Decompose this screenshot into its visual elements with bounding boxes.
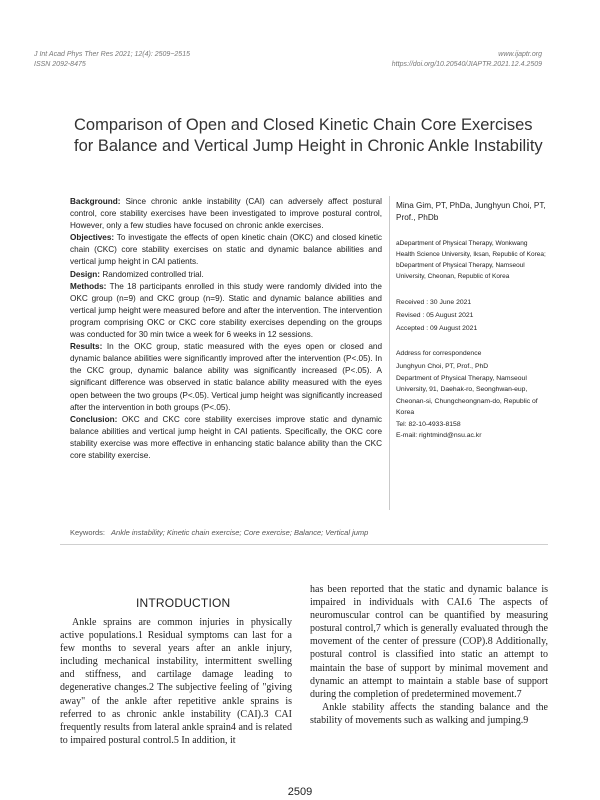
abstract-methods — [70, 281, 382, 341]
intro-paragraph-1-continued: has been reported that the static and dynamic balance is impaired in individuals with CAI.6 The aspects of neuromuscular control can be quantified by measuring postural control,7 which is generally evaluated through the movement of the center of pressure (COP).8 Additionally, postural control is classified into static an attempt to maintain the base of support by minimal movement and dynamic an attempt to maintain a stable base of support during the completion of predetermined movement.7 — [310, 584, 548, 700]
introduction-heading: INTRODUCTION — [136, 596, 231, 610]
issn: ISSN 2092-8475 — [34, 61, 86, 68]
abstract-results-label: Results: — [70, 342, 103, 352]
correspondence — [396, 361, 548, 442]
abstract-background — [70, 196, 382, 232]
correspondence-heading: Address for correspondence — [396, 350, 482, 357]
correspondence-email[interactable]: E-mail: rightmind@nsu.ac.kr — [396, 432, 482, 439]
abstract-design — [70, 269, 382, 281]
column-divider — [389, 196, 390, 510]
received-date: Received : 30 June 2021 — [396, 299, 472, 306]
article-info-sidebar — [396, 200, 548, 442]
keywords-divider — [60, 544, 548, 545]
abstract-conclusion — [70, 414, 382, 462]
abstract — [70, 196, 382, 462]
journal-header-left — [34, 50, 190, 70]
abstract-objectives — [70, 232, 382, 268]
abstract-results — [70, 341, 382, 414]
keywords-text: Ankle instability; Kinetic chain exercise; Core exercise; Balance; Vertical jump — [111, 528, 369, 537]
journal-header-right — [392, 50, 542, 70]
correspondence-address: Department of Physical Therapy, Namseoul University, 91, Daehak-ro, Seonghwan-eup, Cheonan-si, Chungcheongnam-do, Republic of Korea — [396, 374, 538, 416]
abstract-objectives-text: To investigate the effects of open kinetic chain (OKC) and closed kinetic chain (CKC) core stability exercises on static and dynamic balance abilities and vertical jump height in CAI patients. — [70, 233, 382, 267]
intro-paragraph-2: Ankle stability affects the standing balance and the stability of movements such as walking and jumping.9 — [310, 701, 548, 726]
journal-citation: J Int Acad Phys Ther Res 2021; 12(4): 2509~2515 — [34, 51, 190, 58]
introduction-left-column — [60, 616, 292, 747]
doi-link[interactable]: https://doi.org/10.20540/JIAPTR.2021.12.4.2509 — [391, 61, 542, 68]
introduction-right-column — [310, 583, 548, 727]
journal-website[interactable]: www.ijaptr.org — [498, 51, 542, 58]
abstract-methods-text: The 18 participants enrolled in this study were randomly divided into the OKC group (n=9) and CKC group (n=9). Static and dynamic balance abilities and vertical jump height were measured before and after the intervention. The intervention program comprising OKC or CKC core stability exercises depending on the groups was conducted for 30 min twice a week for 6 weeks in 12 sessions. — [70, 281, 382, 340]
correspondence-tel: Tel: 82-10-4933-8158 — [396, 420, 461, 428]
article-dates — [396, 296, 548, 335]
affiliations: aDepartment of Physical Therapy, Wonkwang Health Science University, Iksan, Republic of Korea; bDepartment of Physical Therapy, Namseoul University, Cheonan, Republic of Korea — [396, 240, 546, 280]
keywords-label: Keywords: — [70, 528, 106, 537]
article-title: Comparison of Open and Closed Kinetic Chain Core Exercises for Balance and Vertical Jump Height in Chronic Ankle Instability — [74, 116, 543, 155]
abstract-methods-label: Methods: — [70, 281, 107, 291]
page-number: 2509 — [287, 786, 313, 798]
abstract-objectives-label: Objectives: — [70, 233, 115, 243]
correspondence-name: Junghyun Choi, PT, Prof., PhD — [396, 363, 489, 370]
abstract-results-text: In the OKC group, static measured with the eyes open or closed and dynamic balance abilities were significantly improved after the intervention (P<.05). In the CKC group, dynamic balance ability was significantly increased (P<.05). A significant difference was observed in static balance ability measured with the eyes open between the two groups (P<.05). Vertical jump height was significantly increased after the intervention in both groups (P<.05). — [70, 342, 382, 412]
abstract-conclusion-text: OKC and CKC core stability exercises improve static and dynamic balance abilities and vertical jump height in CAI patients. Specifically, the OKC core stability exercise was more effective in enhancing static balance ability than the CKC core stability exercise. — [70, 414, 382, 460]
keywords — [70, 528, 368, 537]
abstract-design-label: Design: — [70, 269, 101, 279]
intro-paragraph-1: Ankle sprains are common injuries in physically active populations.1 Residual symptoms can last for a few months to several years after an ankle injury, including mechanical instability, intermittent swelling and stiffness, and cartilage damage leading to degenerative changes.2 The subjective feeling of "giving away" of the ankle after repetitive ankle sprains is referred to as chronic ankle instability (CAI).3 CAI frequently results from lateral ankle sprain4 and is related to impaired postural control.5 In addition, it — [60, 617, 292, 746]
author-list: Mina Gim, PT, PhDa, Junghyun Choi, PT, Prof., PhDb — [396, 201, 546, 222]
revised-date: Revised : 05 August 2021 — [396, 312, 474, 319]
accepted-date: Accepted : 09 August 2021 — [396, 325, 478, 332]
abstract-background-label: Background: — [70, 197, 121, 206]
abstract-background-text: Since chronic ankle instability (CAI) can adversely affect postural control, core stability exercises have been investigated to improve postural control, However, only a few studies have focused on chronic ankle exercises. — [70, 197, 383, 231]
abstract-conclusion-label: Conclusion: — [70, 414, 118, 424]
abstract-design-text: Randomized controlled trial. — [102, 269, 204, 279]
